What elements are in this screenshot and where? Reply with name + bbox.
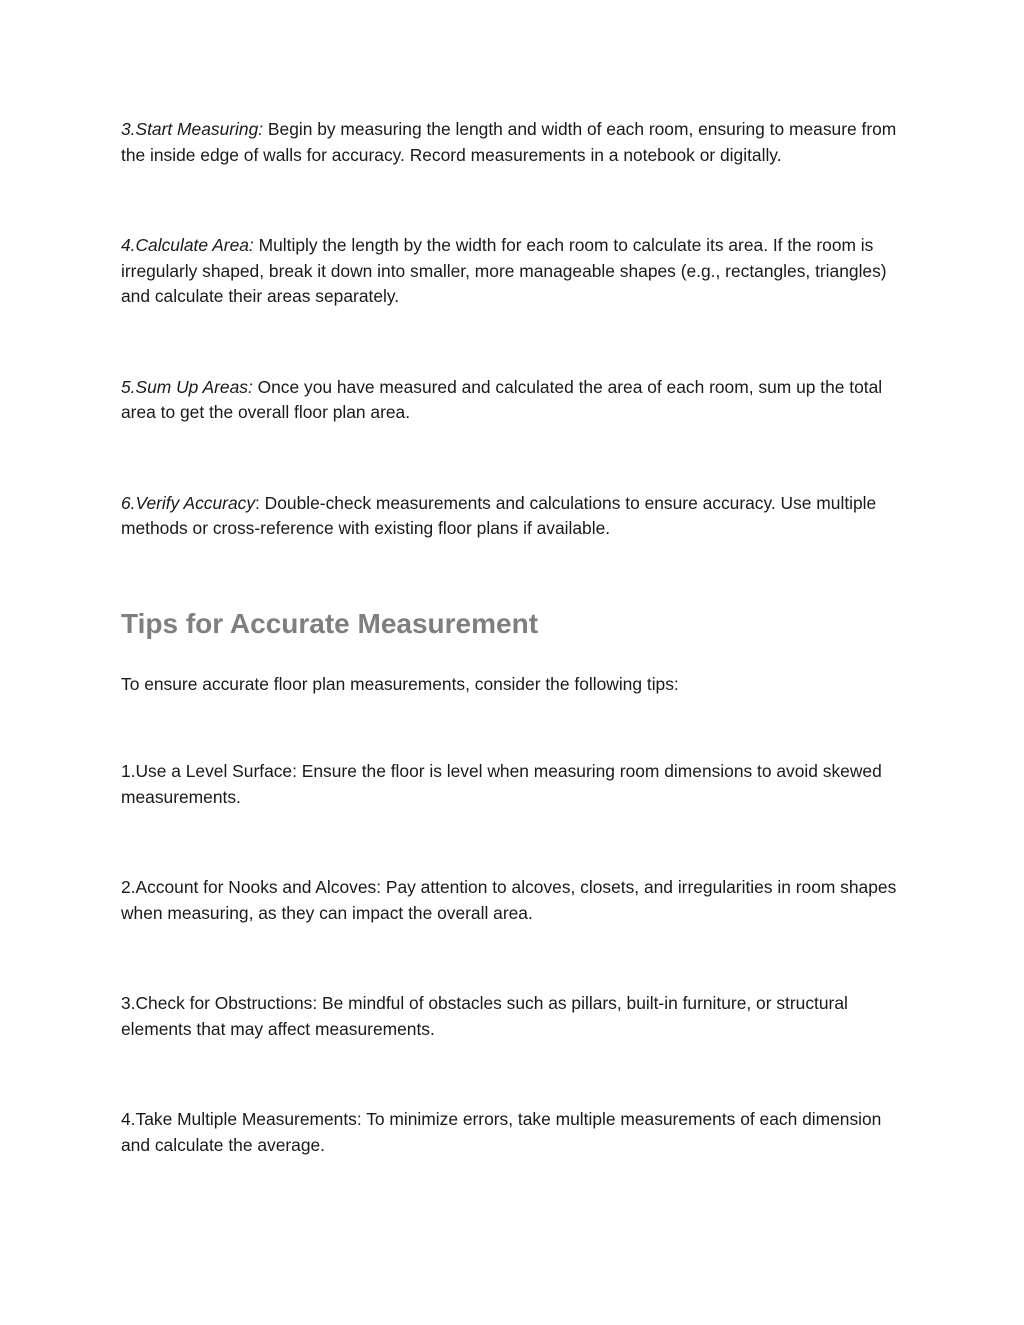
step-text: Once you have measured and calculated the area of each room, sum up the total area to get the overall floor plan area. — [121, 376, 883, 422]
step-sum-up-areas — [121, 375, 911, 426]
step-text: Multiply the length by the width for each room to calculate its area. If the room is irregularly shaped, break it down into smaller, more manageable shapes (e.g., rectangles, triangles) and calculate their areas separately. — [121, 235, 887, 306]
tip-obstructions: 3.Check for Obstructions: Be mindful of obstacles such as pillars, built-in furniture, or structural elements that may affect measurements. — [121, 993, 848, 1039]
step-start-measuring — [121, 117, 911, 168]
tips-intro: To ensure accurate floor plan measurements, consider the following tips: — [121, 673, 679, 694]
step-lead: 3.Start Measuring: — [121, 119, 264, 139]
step-calculate-area — [121, 233, 911, 310]
tip-level-surface: 1.Use a Level Surface: Ensure the floor is level when measuring room dimensions to avoid skewed measurements. — [121, 761, 882, 807]
tip-multiple-measurements: 4.Take Multiple Measurements: To minimize errors, take multiple measurements of each dimension and calculate the average. — [121, 1109, 882, 1155]
step-lead: 6.Verify Accuracy — [121, 492, 256, 513]
step-text: : Double-check measurements and calculations to ensure accuracy. Use multiple methods or cross-reference with existing floor plans if available. — [121, 492, 877, 538]
step-text: Begin by measuring the length and width of each room, ensuring to measure from the inside edge of walls for accuracy. Record measurements in a notebook or digitally. — [121, 119, 897, 165]
step-lead: 5.Sum Up Areas: — [121, 376, 253, 397]
step-lead: 4.Calculate Area: — [121, 235, 254, 255]
section-heading: Tips for Accurate Measurement — [121, 607, 539, 639]
step-verify-accuracy — [121, 491, 911, 542]
tip-nooks-alcoves: 2.Account for Nooks and Alcoves: Pay attention to alcoves, closets, and irregularities in room shapes when measuring, as they can impact the overall area. — [121, 877, 897, 923]
document-page — [121, 117, 911, 1158]
